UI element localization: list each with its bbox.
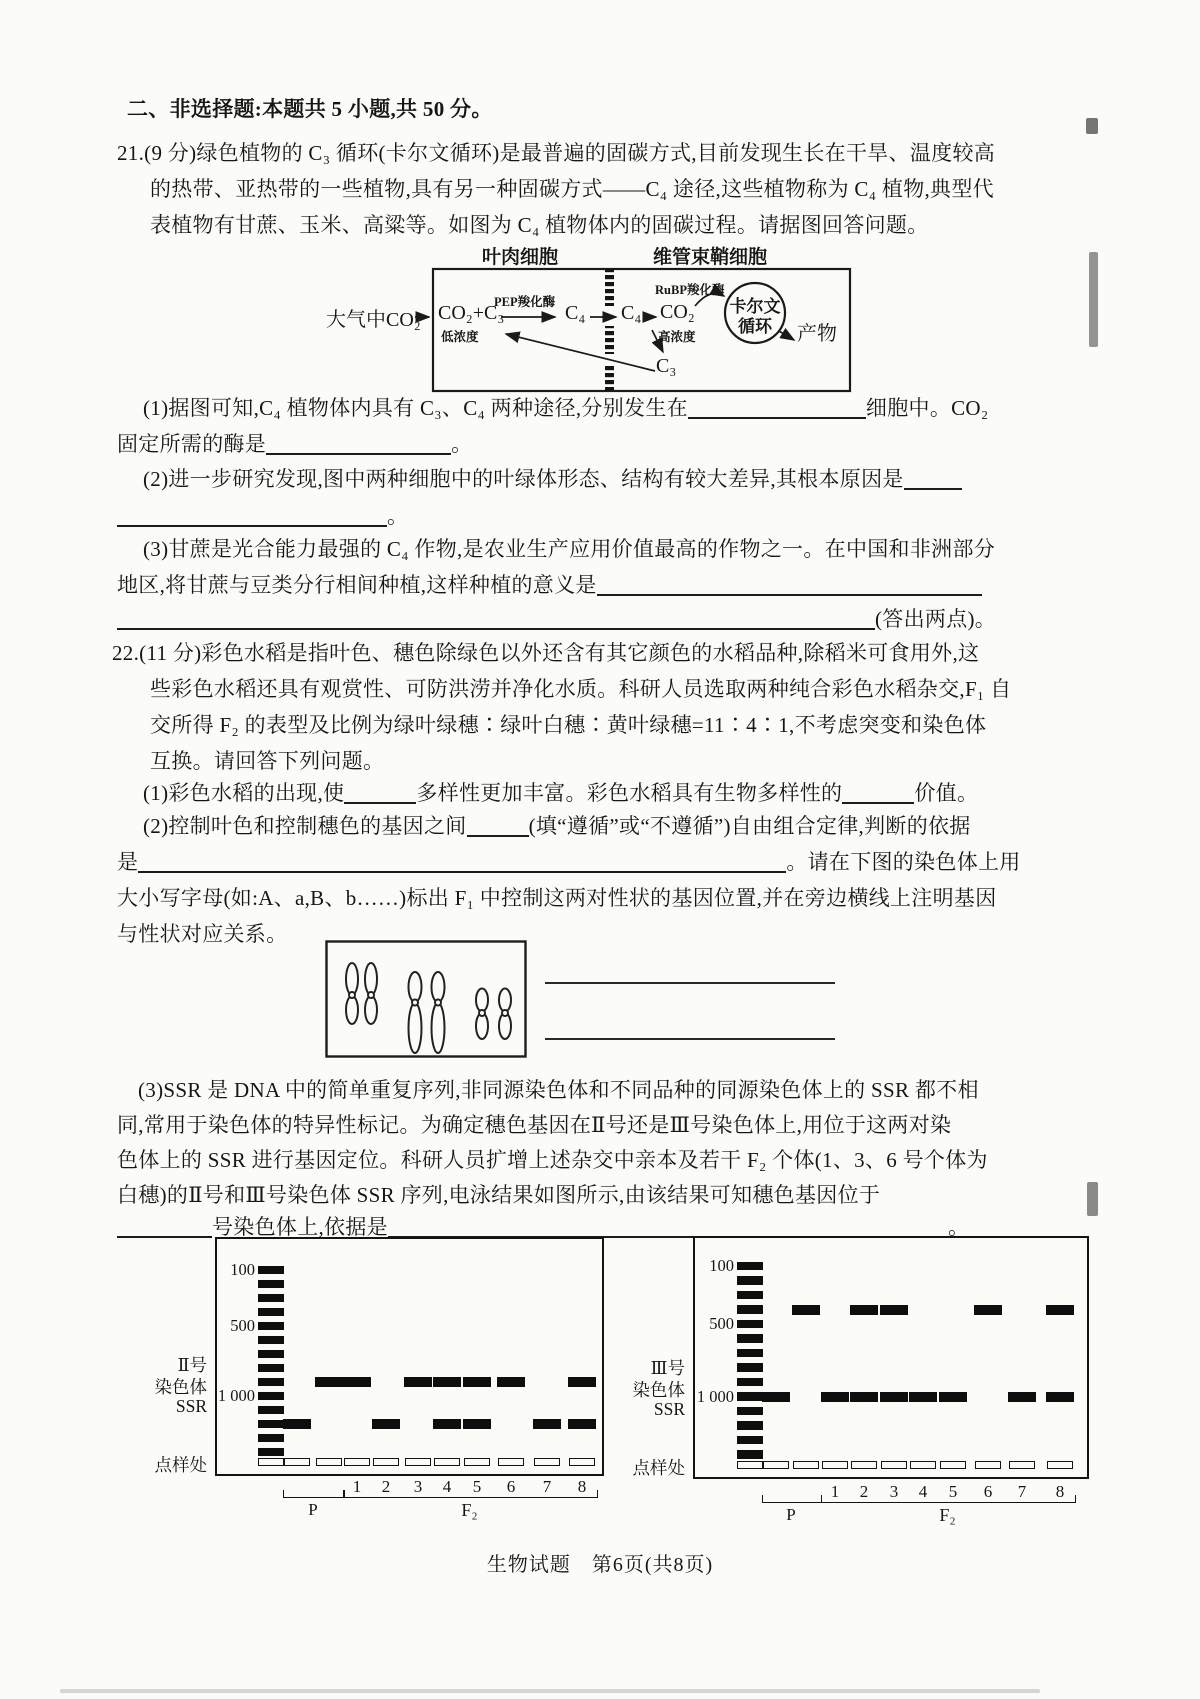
ladder-band [737,1436,763,1445]
sample-well [793,1461,819,1469]
gel-side-label: SSR [653,1399,685,1419]
ladder-band [258,1322,284,1331]
gel-side-label: 染色体 [154,1377,207,1397]
text-segment: 同,常用于染色体的特异性标记。为确定穗色基因在Ⅱ号还是Ⅲ号染色体上,用位于这两对染 [117,1113,952,1137]
lane-number: 8 [1055,1482,1065,1501]
ladder-band [737,1349,763,1358]
text-segment: 互换。请回答下列问题。 [150,749,385,773]
dna-band [792,1305,820,1315]
answer-blank [597,576,982,596]
text-line [143,466,962,493]
lane-number: 1 [830,1482,840,1501]
ladder-band [258,1266,284,1275]
text-line [143,536,995,563]
lane-number: 6 [506,1477,516,1496]
dna-band [762,1392,790,1402]
loading-point-label: 点样处 [632,1458,685,1478]
rubp-carboxylase-label: RuBP羧化酶 [655,283,725,297]
scan-artifact [60,1689,1040,1693]
text-line [112,640,979,667]
ladder-band [258,1350,284,1359]
text-segment: 是 [117,850,139,874]
text-line [150,712,986,739]
text-segment: 。 [387,504,409,528]
sample-well [737,1461,763,1469]
scan-artifact [1086,118,1098,134]
ladder-size-label: 100 [709,1256,734,1275]
text-line [117,606,996,633]
sample-well [1009,1461,1035,1469]
sample-well [975,1461,1001,1469]
f2-group-label: F₂ [461,1500,478,1520]
ladder-band [258,1434,284,1443]
lane-number: 4 [442,1477,452,1496]
answer-blank [344,784,416,804]
product-label: 产物 [797,323,837,345]
text-line [117,431,472,458]
ladder-band [737,1305,763,1314]
dna-band [880,1392,908,1402]
dna-band [533,1419,561,1429]
text-segment: 交所得 F₂ 的表型及比例为绿叶绿穗∶绿叶白穗∶黄叶绿穗=11∶4∶1,不考虑突变和染色体 [150,713,987,737]
scan-artifact [1089,252,1098,347]
text-segment: 与性状对应关系。 [117,922,288,946]
sample-well [851,1461,877,1469]
sample-well [344,1458,370,1466]
text-segment: 白穗)的Ⅱ号和Ⅲ号染色体 SSR 序列,电泳结果如图所示,由该结果可知穗色基因位于 [117,1183,881,1207]
text-segment: 。 [947,1215,970,1239]
gel-side-label: Ⅱ号 [177,1355,207,1375]
sample-well [258,1458,284,1466]
mesophyll-cell-label: 叶肉细胞 [481,247,558,268]
text-segment: (2)进一步研究发现,图中两种细胞中的叶绿体形态、结构有较大差异,其根本原因是 [143,467,904,491]
sample-well [498,1458,524,1466]
text-line [138,1077,979,1104]
ladder-band [258,1364,284,1373]
dna-band [850,1305,878,1315]
ladder-band [737,1262,763,1271]
answer-blank [266,435,451,455]
text-segment: 21.(9 分)绿色植物的 C₃ 循环(卡尔文循环)是最普遍的固碳方式,目前发现生长在干旱、温度较高 [117,141,996,165]
p-group-label: P [308,1500,318,1519]
sample-well [881,1461,907,1469]
dna-band [568,1419,596,1429]
text-segment: 色体上的 SSR 进行基因定位。科研人员扩增上述杂交中亲本及若干 F₂ 个体(1、3、6 号个体为 [117,1148,988,1172]
dna-band [974,1305,1002,1315]
dna-band [315,1377,343,1387]
ladder-size-label: 500 [230,1316,255,1335]
ladder-band [258,1448,284,1457]
atmospheric-co2-label: 大气中CO₂ [326,309,421,331]
dna-band [463,1419,491,1429]
dna-band [1008,1392,1036,1402]
text-segment: 大小写字母(如:A、a,B、b……)标出 F₁ 中控制这两对性状的基因位置,并在旁边横线上注明基因 [117,886,997,910]
text-segment: 价值。 [914,781,979,805]
sample-well [910,1461,936,1469]
chromosome-pair-2 [409,972,445,1053]
sample-well [940,1461,966,1469]
sample-well [316,1458,342,1466]
dna-band [880,1305,908,1315]
answer-blank [138,853,786,873]
lane-number: 3 [413,1477,423,1496]
ladder-band [737,1320,763,1329]
text-line [117,1112,951,1139]
sample-well [822,1461,848,1469]
lane-number: 8 [577,1477,587,1496]
gel-side-label: SSR [175,1396,207,1416]
text-segment: (3)甘蔗是光合能力最强的 C₄ 作物,是农业生产应用价值最高的作物之一。在中国和非洲部分 [143,537,996,561]
dna-band [568,1377,596,1387]
text-segment: (答出两点)。 [875,607,997,631]
ladder-band [737,1291,763,1300]
dna-band [850,1392,878,1402]
sample-well [434,1458,460,1466]
lane-number: 2 [381,1477,391,1496]
text-segment: 些彩色水稻还具有观赏性、可防洪涝并净化水质。科研人员选取两种纯合彩色水稻杂交,F₁ 自 [150,677,1012,701]
lane-number: 7 [542,1477,552,1496]
sample-well [373,1458,399,1466]
text-segment: 多样性更加丰富。彩色水稻具有生物多样性的 [416,781,843,805]
dna-band [433,1377,461,1387]
lane-number: 4 [918,1482,928,1501]
loading-point-label: 点样处 [154,1455,207,1475]
co2-plus-c3-label: CO₂+C₃ [438,302,505,324]
text-segment: 。 [451,432,473,456]
text-segment: 表植物有甘蔗、玉米、高粱等。如图为 C₄ 植物体内的固碳过程。请据图回答问题。 [150,213,929,237]
pep-carboxylase-label: PEP羧化酶 [494,295,556,309]
text-line [150,212,929,239]
lane-number: 7 [1017,1482,1027,1501]
text-line [117,921,287,948]
gel-side-label: 染色体 [632,1380,685,1400]
lane-number: 6 [983,1482,993,1501]
ladder-size-label: 500 [709,1314,734,1333]
lane-number: 2 [859,1482,869,1501]
sample-well [763,1461,789,1469]
page-footer: 生物试题 第6页(共8页) [486,1554,714,1576]
calvin-cycle-label-line1: 卡尔文 [729,297,781,316]
text-line [117,572,982,599]
ladder-band [737,1276,763,1285]
text-segment: 细胞中。CO₂ [865,396,989,420]
gene-annotation-line-2 [545,1018,835,1040]
scan-artifact [1087,1182,1098,1216]
ladder-size-label: 100 [230,1260,255,1279]
ladder-band [258,1378,284,1387]
text-segment: (1)据图可知,C₄ 植物体内具有 C₃、C₄ 两种途径,分别发生在 [143,396,688,420]
dna-band [283,1419,311,1429]
answer-blank [388,1218,948,1238]
bundle-sheath-cell-label: 维管束鞘细胞 [652,247,767,268]
ladder-band [258,1280,284,1289]
text-line [117,1182,880,1209]
sample-well [569,1458,595,1466]
text-segment: (2)控制叶色和控制穗色的基因之间 [143,814,467,838]
ladder-band [258,1336,284,1345]
text-line [117,885,997,912]
ladder-band [258,1308,284,1317]
chromosome-pair-3 [476,989,511,1040]
text-segment: (3)SSR 是 DNA 中的简单重复序列,非同源染色体和不同品种的同源染色体上的 SSR 都不相 [138,1078,979,1102]
ladder-size-label: 1 000 [217,1386,255,1405]
text-line [150,676,1011,703]
p-bracket [283,1490,345,1498]
sample-well [405,1458,431,1466]
text-line [117,849,1021,876]
answer-blank [117,1218,212,1238]
co2-high-label: CO₂ [660,301,695,323]
text-segment: 。请在下图的染色体上用 [786,850,1021,874]
ladder-band [258,1420,284,1429]
answer-blank [117,610,875,630]
ladder-band [737,1421,763,1430]
text-segment: 的热带、亚热带的一些植物,具有另一种固碳方式——C₄ 途径,这些植物称为 C₄ 植物,典型代 [150,177,994,201]
text-line [117,503,408,530]
dna-band [497,1377,525,1387]
c3-bottom-label: C₃ [656,355,677,377]
text-line [117,140,995,167]
gel-side-label: Ⅲ号 [650,1358,685,1378]
dna-band [1046,1305,1074,1315]
ladder-band [737,1407,763,1416]
dna-band [463,1377,491,1387]
lane-number: 3 [889,1482,899,1501]
sample-well [1047,1461,1073,1469]
high-concentration-label: 高浓度 [658,330,696,344]
lane-number: 5 [472,1477,482,1496]
chromosome-figure [325,940,527,1058]
ladder-band [258,1406,284,1415]
f2-bracket [821,1495,1076,1503]
dna-band [433,1419,461,1429]
f2-bracket [343,1490,598,1498]
sample-well [284,1458,310,1466]
answer-blank [904,470,962,490]
ladder-size-label: 1 000 [696,1386,734,1406]
text-line [127,96,493,123]
ladder-band [737,1450,763,1459]
calvin-cycle-label-line2: 循环 [738,317,772,336]
answer-blank [842,784,914,804]
ladder-band [737,1378,763,1387]
p-group-label: P [786,1505,796,1524]
answer-blank [117,507,387,527]
p-bracket [762,1495,822,1503]
text-segment: 二、非选择题:本题共 5 小题,共 50 分。 [127,97,493,121]
text-segment: 号染色体上,依据是 [212,1215,388,1239]
cell-wall-ladder [605,269,614,391]
sample-well [464,1458,490,1466]
text-line [117,1147,988,1174]
c4-bundle-label: C₄ [621,302,642,324]
text-segment: (1)彩色水稻的出现,使 [143,781,345,805]
cell-box [433,269,850,391]
answer-blank [467,817,529,837]
ladder-band [737,1392,763,1401]
text-segment: 地区,将甘蔗与豆类分行相间种植,这样种植的意义是 [117,573,597,597]
lane-number: 1 [352,1477,362,1496]
ladder-band [258,1294,284,1303]
dna-band [404,1377,432,1387]
sample-well [534,1458,560,1466]
text-line [143,813,971,840]
dna-band [343,1377,371,1387]
arrow-c3-return [506,334,655,371]
text-segment: 固定所需的酶是 [117,432,267,456]
dna-band [909,1392,937,1402]
ladder-band [737,1363,763,1372]
ladder-band [258,1392,284,1401]
answer-blank [688,399,866,419]
dna-band [821,1392,849,1402]
f2-group-label: F₂ [939,1505,956,1525]
c4-mesophyll-label: C₄ [565,302,586,324]
chromosome-pair-1 [346,963,377,1024]
dna-band [939,1392,967,1402]
text-segment: 22.(11 分)彩色水稻是指叶色、穗色除绿色以外还含有其它颜色的水稻品种,除稻米可食用外,这 [112,641,980,665]
dna-band [1046,1392,1074,1402]
lane-number: 5 [948,1482,958,1501]
gene-annotation-line-1 [545,962,835,984]
dna-band [372,1419,400,1429]
text-line [143,395,989,422]
text-line [150,748,384,775]
text-line [143,780,978,807]
text-line [150,176,994,203]
low-concentration-label: 低浓度 [441,330,479,344]
text-segment: (填“遵循”或“不遵循”)自由组合定律,判断的依据 [528,814,971,838]
ladder-band [737,1334,763,1343]
